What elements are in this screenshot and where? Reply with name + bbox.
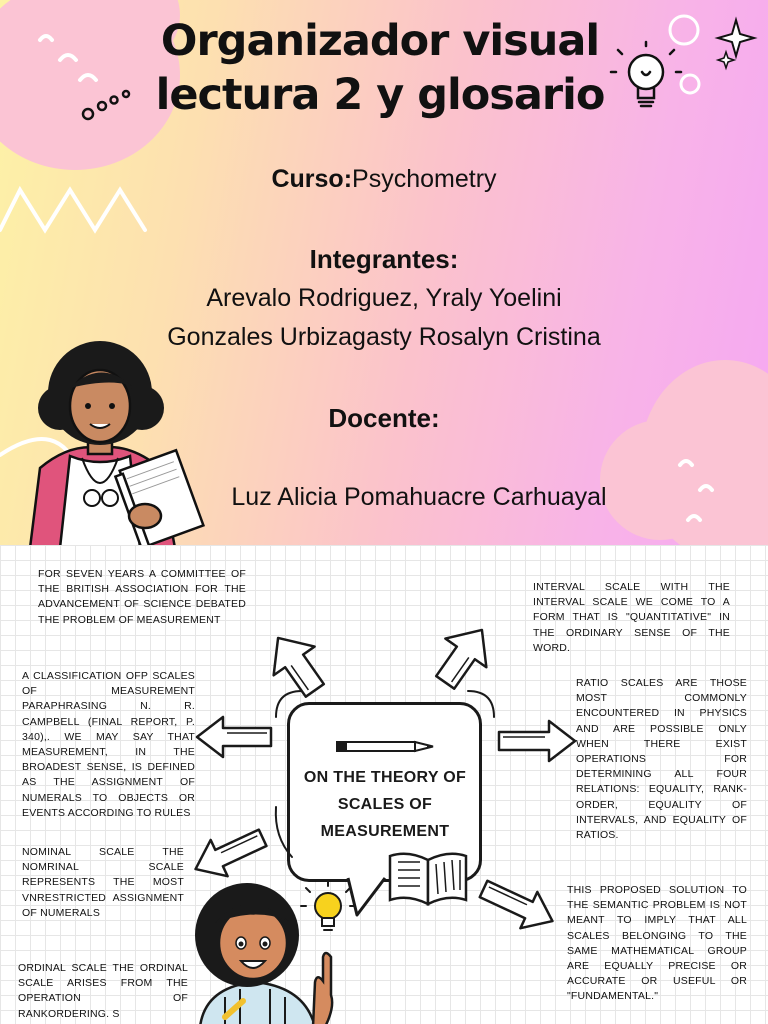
course-line xyxy=(0,165,768,194)
note-nominal-scale: NOMINAL SCALE THE NOMRINAL SCALE REPRESENTS THE MOST VNRESTRICTED ASSIGNMENT OF NUMERALS xyxy=(22,846,184,919)
note-committee: FOR SEVEN YEARS A COMMITTEE OF THE BRITISH ASSOCIATION FOR THE ADVANCEMENT OF SCIENCE DEBATED THE PROBLEM OF MEASUREMENT xyxy=(38,568,246,626)
teacher-illustration xyxy=(10,348,210,545)
note-ratio-scale: RATIO SCALES ARE THOSE MOST COMMONLY ENCOUNTERED IN PHYSICS AND ARE POSSIBLE ONLY WHEN THERE EXIST OPERATIONS FOR DETERMINING ALL FOUR RELATIONS: EQUALITY, RANK-ORDER, EQUALITY OF INTERVALS, AND EQUALITY OF RATIOS. xyxy=(576,677,747,842)
book-icon xyxy=(388,850,468,910)
note-classification: A CLASSIFICATION OFP SCALES OF MEASUREMENT PARAPHRASING N. R. CAMPBELL (FINAL REPORT, P. 340),. WE MAY SAY THAT MEASUREMENT, IN THE BROADEST SENSE, IS DEFINED AS THE ASSIGNMENT OF NUMERALS TO OBJECTS OR EVENTS ACCORDING TO RULES xyxy=(22,670,195,819)
note-interval-scale: INTERVAL SCALE WITH THE INTERVAL SCALE WE COME TO A FORM THAT IS "QUANTITATIVE" IN THE ORDINARY SENSE OF THE WORD. xyxy=(533,581,730,654)
title-line-2: lectura 2 y glosario xyxy=(155,70,605,120)
course-value: Psychometry xyxy=(352,165,497,193)
note-proposed-solution: THIS PROPOSED SOLUTION TO THE SEMANTIC PROBLEM IS NOT MEANT TO IMPLY THAT ALL SCALES BELONGING TO THE SAME MATHEMATICAL GROUP ARE EQUALLY PRECISE OR ACCURATE OR USEFUL OR "FUNDAMENTAL." xyxy=(567,884,747,1003)
sparkle-icon xyxy=(716,18,766,68)
course-label: Curso: xyxy=(271,165,353,193)
members-label: Integrantes: xyxy=(309,244,459,274)
arrow-icon-down-left xyxy=(190,823,270,883)
title-line-1: Organizador visual xyxy=(160,16,600,66)
center-title: ON THE THEORY OF SCALES OF MEASUREMENT xyxy=(303,769,467,840)
teacher-label: Docente: xyxy=(328,403,440,433)
pencil-icon xyxy=(335,737,445,757)
lightbulb-icon xyxy=(610,42,690,122)
mindmap-section xyxy=(0,545,768,1024)
arrow-icon-right xyxy=(497,717,577,767)
arrow-icon-up-right xyxy=(428,622,498,692)
arrow-icon-up-left xyxy=(262,630,332,700)
arrow-icon-down-right xyxy=(478,875,558,935)
arrow-icon-left xyxy=(195,713,275,763)
note-ordinal-scale: ORDINAL SCALE THE ORDINAL SCALE ARISES FROM THE OPERATION OF RANKORDERING. S xyxy=(18,962,188,1020)
cover-title xyxy=(110,14,650,122)
lightbulb-idea-icon xyxy=(298,882,358,942)
member-1: Arevalo Rodriguez, Yraly Yoelini xyxy=(206,284,562,312)
teacher-name: Luz Alicia Pomahuacre Carhuayal xyxy=(231,483,607,511)
member-2: Gonzales Urbizagasty Rosalyn Cristina xyxy=(167,323,601,351)
